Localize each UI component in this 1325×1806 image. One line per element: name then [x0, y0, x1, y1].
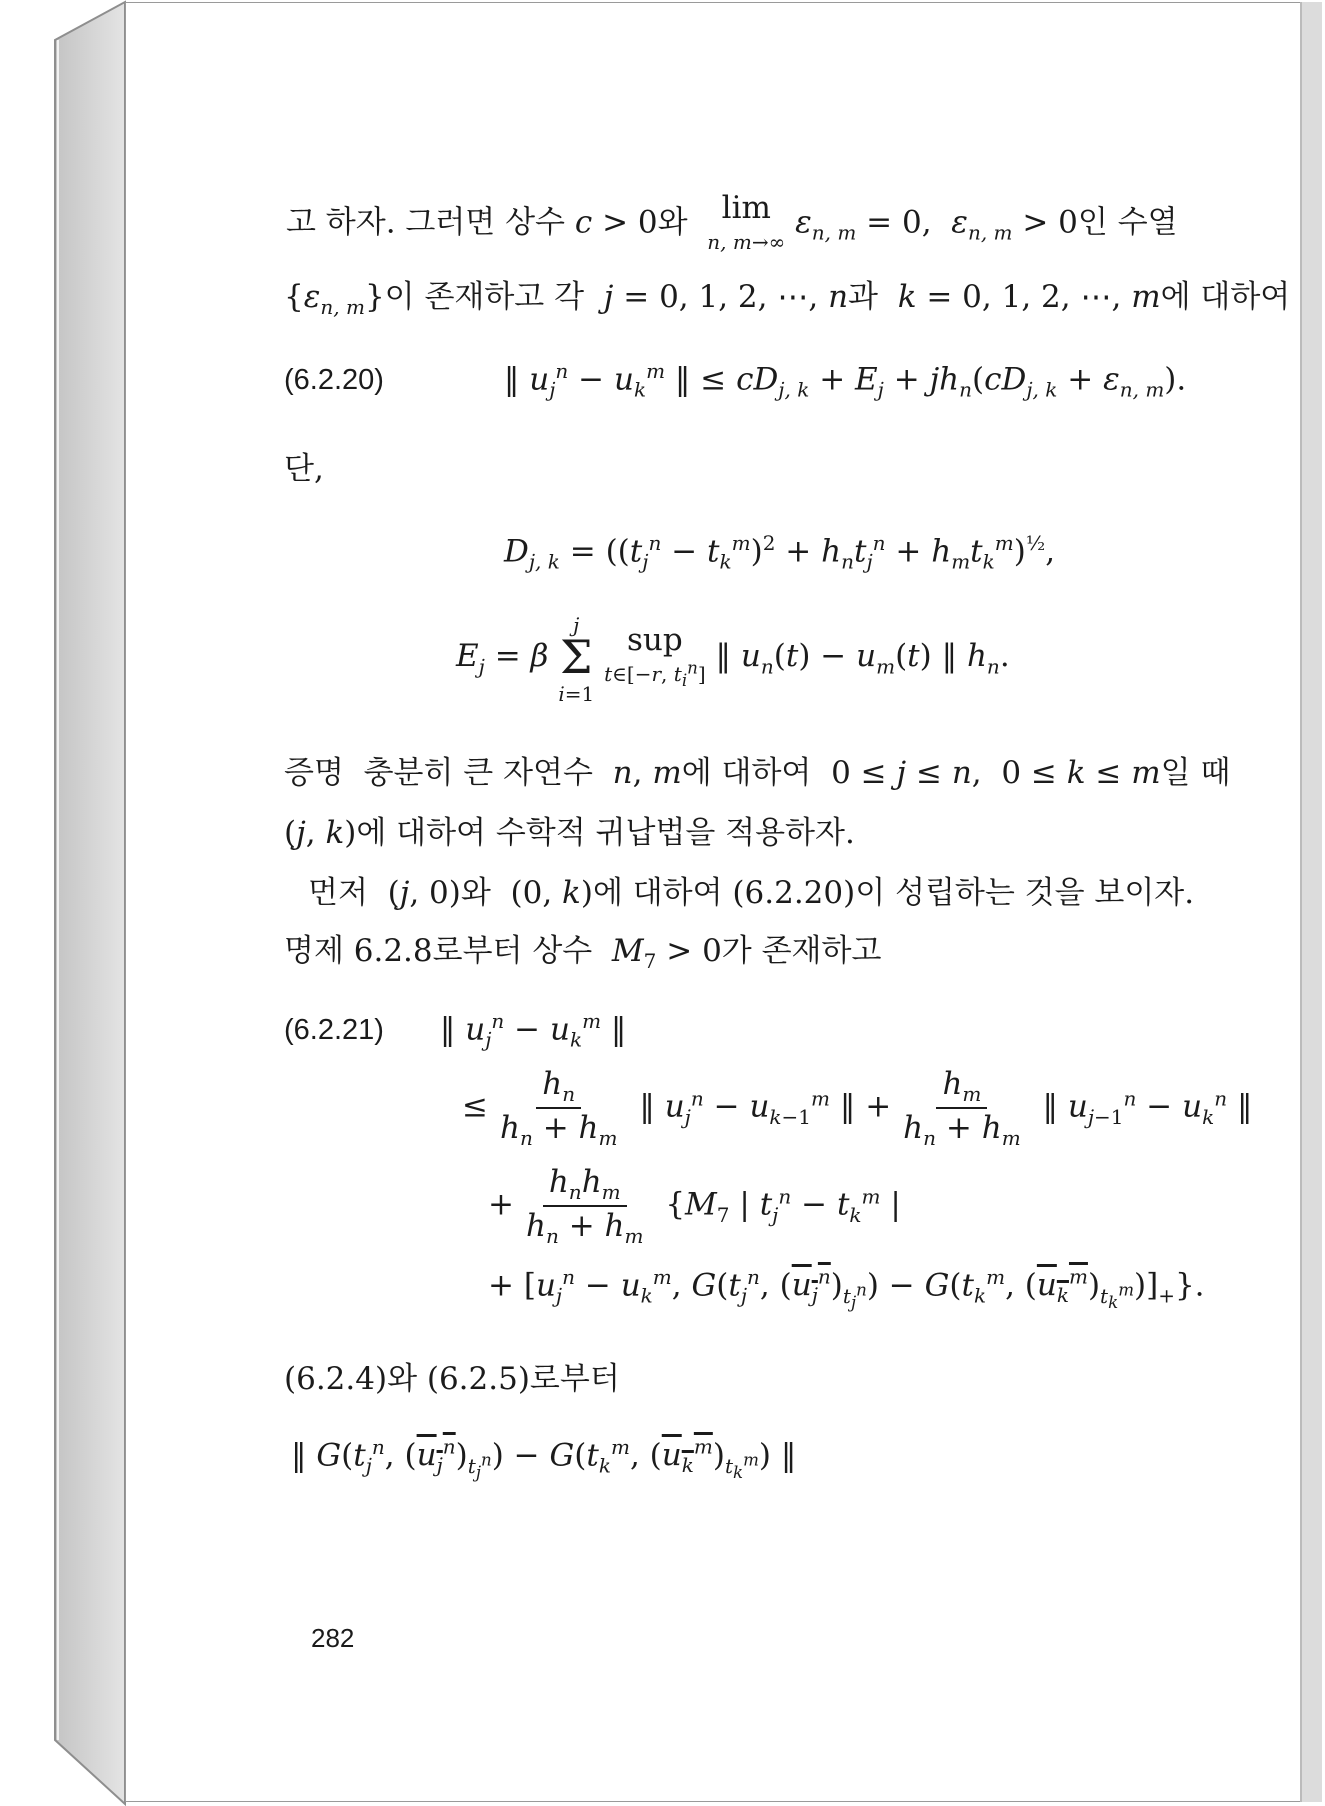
equation-E: $E_j = \beta$ j Σ i=1 sup t∈[−r, $t_i^n$] ‖ $u_n(t) - u_m(t)$ ‖ $h_n$. — [456, 613, 1010, 707]
page-number: 282 — [311, 1623, 355, 1653]
text-line-9: 먼저 (j, 0)와 (0, k)에 대하여 (6.2.20)이 성립하는 것을 보이자. — [308, 875, 1195, 911]
equation-label: (6.2.21) — [284, 1014, 384, 1047]
equation-D: $D_{j, k} = ((t_j^n - t_k^m)^2 + h_nt_j^n + h_mt_k^m)^{\frac{1}{2}}$, — [504, 531, 1056, 574]
text-line-2: $\{\varepsilon_{n, m}\}$이 존재하고 각 j = 0, 1, 2, ⋯, n과 k = 0, 1, 2, ⋯, m에 대하여 — [284, 279, 1291, 320]
text-line-10: 명제 6.2.8로부터 상수 $M_7 > 0$가 존재하고 — [284, 933, 882, 974]
equation-line-13: + $\frac{h_nh_m}{h_n + h_m}$ {$M_7$ | $t_j^n - t_k^m$ | — [488, 1164, 901, 1249]
book-page — [125, 2, 1320, 1802]
page-edge — [1300, 0, 1325, 1806]
equation-6-2-21: (6.2.21) ‖ $u_j^n - u_k^m$ ‖ — [284, 1009, 627, 1052]
text-line-4: 단, — [284, 451, 324, 487]
equation-line-12: ≤ $\frac{h_n}{h_n + h_m}$ ‖ $u_j^n - u_{k-1}^m$ ‖ + $\frac{h_m}{h_n + h_m}$ ‖ $u_{j-1}^n - u_k^n$ ‖ — [462, 1066, 1253, 1151]
book-spine — [0, 0, 140, 1806]
equation-label: (6.2.20) — [284, 364, 384, 397]
text-line-7: 증명 충분히 큰 자연수 n, m에 대하여 0 ≤ j ≤ n, 0 ≤ k ≤ m일 때 — [284, 755, 1231, 791]
equation-line-14: + [$u_j^n - u_k^m$, $G(t_j^n$, $(u_j^n)_{t_j^n}) - G(t_k^m$, $(u_k^m)_{t_k^m})]_+$}. — [488, 1265, 1205, 1312]
text-line-1: 고 하자. 그러면 상수 c > 0와 lim n, m→∞ $\varepsilon_{n, m} = 0$, $\varepsilon_{n, m} > 0$인 수열 — [286, 190, 1178, 254]
text-line-15: (6.2.4)와 (6.2.5)로부터 — [284, 1361, 620, 1397]
equation-line-16: ‖ $G(t_j^n$, $(u_j^n)_{t_j^n}) - G(t_k^m$, $(u_k^m)_{t_k^m}$) ‖ — [291, 1435, 797, 1482]
equation-6-2-20: (6.2.20) ‖ $u_j^n - u_k^m$ ‖ ≤ $cD_{j, k} + E_j + jh_n(cD_{j, k} + \varepsilon_{n, m})$. — [284, 359, 1187, 402]
text-line-8: (j, k)에 대하여 수학적 귀납법을 적용하자. — [284, 815, 855, 851]
